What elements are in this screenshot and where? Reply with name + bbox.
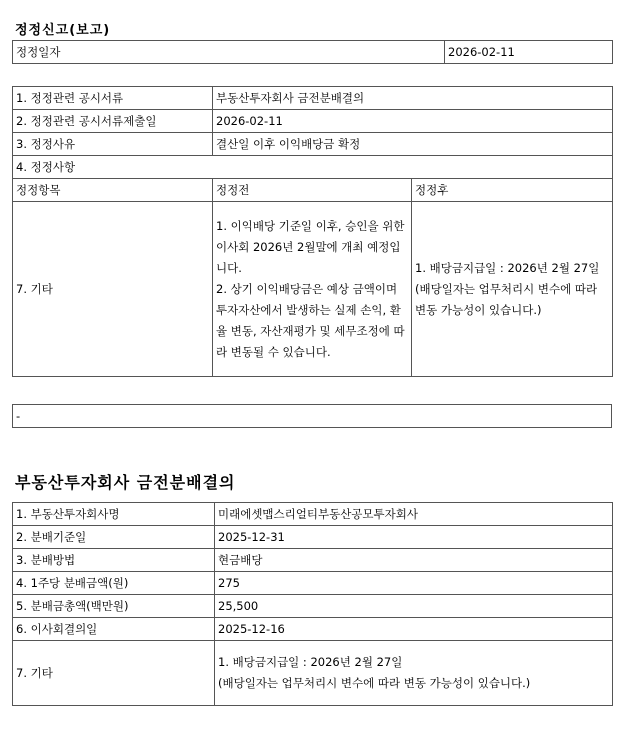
row-value: 미래에셋맵스리얼티부동산공모투자회사 — [215, 503, 613, 526]
page-title: 정정신고(보고) — [15, 23, 111, 38]
table-row — [13, 572, 613, 595]
table-row — [13, 595, 613, 618]
correction-item-label: 7. 기타 — [13, 202, 213, 377]
table-row — [13, 41, 613, 64]
table-row — [13, 549, 613, 572]
row-label: 6. 이사회결의일 — [13, 618, 215, 641]
row-value: 275 — [215, 572, 613, 595]
table-row — [13, 202, 613, 377]
row-value: 결산일 이후 이익배당금 확정 — [213, 133, 613, 156]
table-row — [13, 405, 612, 428]
row-label: 4. 1주당 분배금액(원) — [13, 572, 215, 595]
row-value: 현금배당 — [215, 549, 613, 572]
row-value: 1. 배당금지급일 : 2026년 2월 27일 (배당일자는 업무처리시 변수에 따라 변동 가능성이 있습니다.) — [215, 641, 613, 706]
table-row — [13, 641, 613, 706]
row-value: 2025-12-16 — [215, 618, 613, 641]
row-value: 부동산투자회사 금전분배결의 — [213, 87, 613, 110]
section-title: 부동산투자회사 금전분배결의 — [15, 473, 236, 492]
row-label: 3. 정정사유 — [13, 133, 213, 156]
correction-detail-table — [12, 86, 613, 377]
note-text: - — [13, 405, 612, 428]
row-label: 5. 분배금총액(백만원) — [13, 595, 215, 618]
correction-date-label: 정정일자 — [13, 41, 445, 64]
row-label: 2. 정정관련 공시서류제출일 — [13, 110, 213, 133]
row-value: 25,500 — [215, 595, 613, 618]
row-label: 1. 정정관련 공시서류 — [13, 87, 213, 110]
table-row — [13, 526, 613, 549]
col-header-before: 정정전 — [213, 179, 412, 202]
table-row — [13, 156, 613, 179]
table-row — [13, 87, 613, 110]
row-value: 2025-12-31 — [215, 526, 613, 549]
table-row — [13, 503, 613, 526]
correction-date-value: 2026-02-11 — [445, 41, 613, 64]
col-header-after: 정정후 — [412, 179, 613, 202]
table-row — [13, 110, 613, 133]
row-label: 2. 분배기준일 — [13, 526, 215, 549]
table-header-row — [13, 179, 613, 202]
table-row — [13, 618, 613, 641]
col-header-item: 정정항목 — [13, 179, 213, 202]
row-label: 1. 부동산투자회사명 — [13, 503, 215, 526]
correction-before-text: 1. 이익배당 기준일 이후, 승인을 위한 이사회 2026년 2월말에 개최 예정입니다. 2. 상기 이익배당금은 예상 금액이며 투자자산에서 발생하는 실제 손익, 환율 변동, 자산재평가 및 세무조정에 따라 변동될 수 있습니다. — [213, 202, 412, 377]
row-value: 2026-02-11 — [213, 110, 613, 133]
table-row — [13, 133, 613, 156]
note-table — [12, 404, 612, 428]
row-label: 3. 분배방법 — [13, 549, 215, 572]
row-label: 4. 정정사항 — [13, 156, 613, 179]
distribution-table — [12, 502, 613, 706]
correction-after-text: 1. 배당금지급일 : 2026년 2월 27일 (배당일자는 업무처리시 변수에 따라 변동 가능성이 있습니다.) — [412, 202, 613, 377]
row-label: 7. 기타 — [13, 641, 215, 706]
correction-date-table — [12, 40, 613, 64]
